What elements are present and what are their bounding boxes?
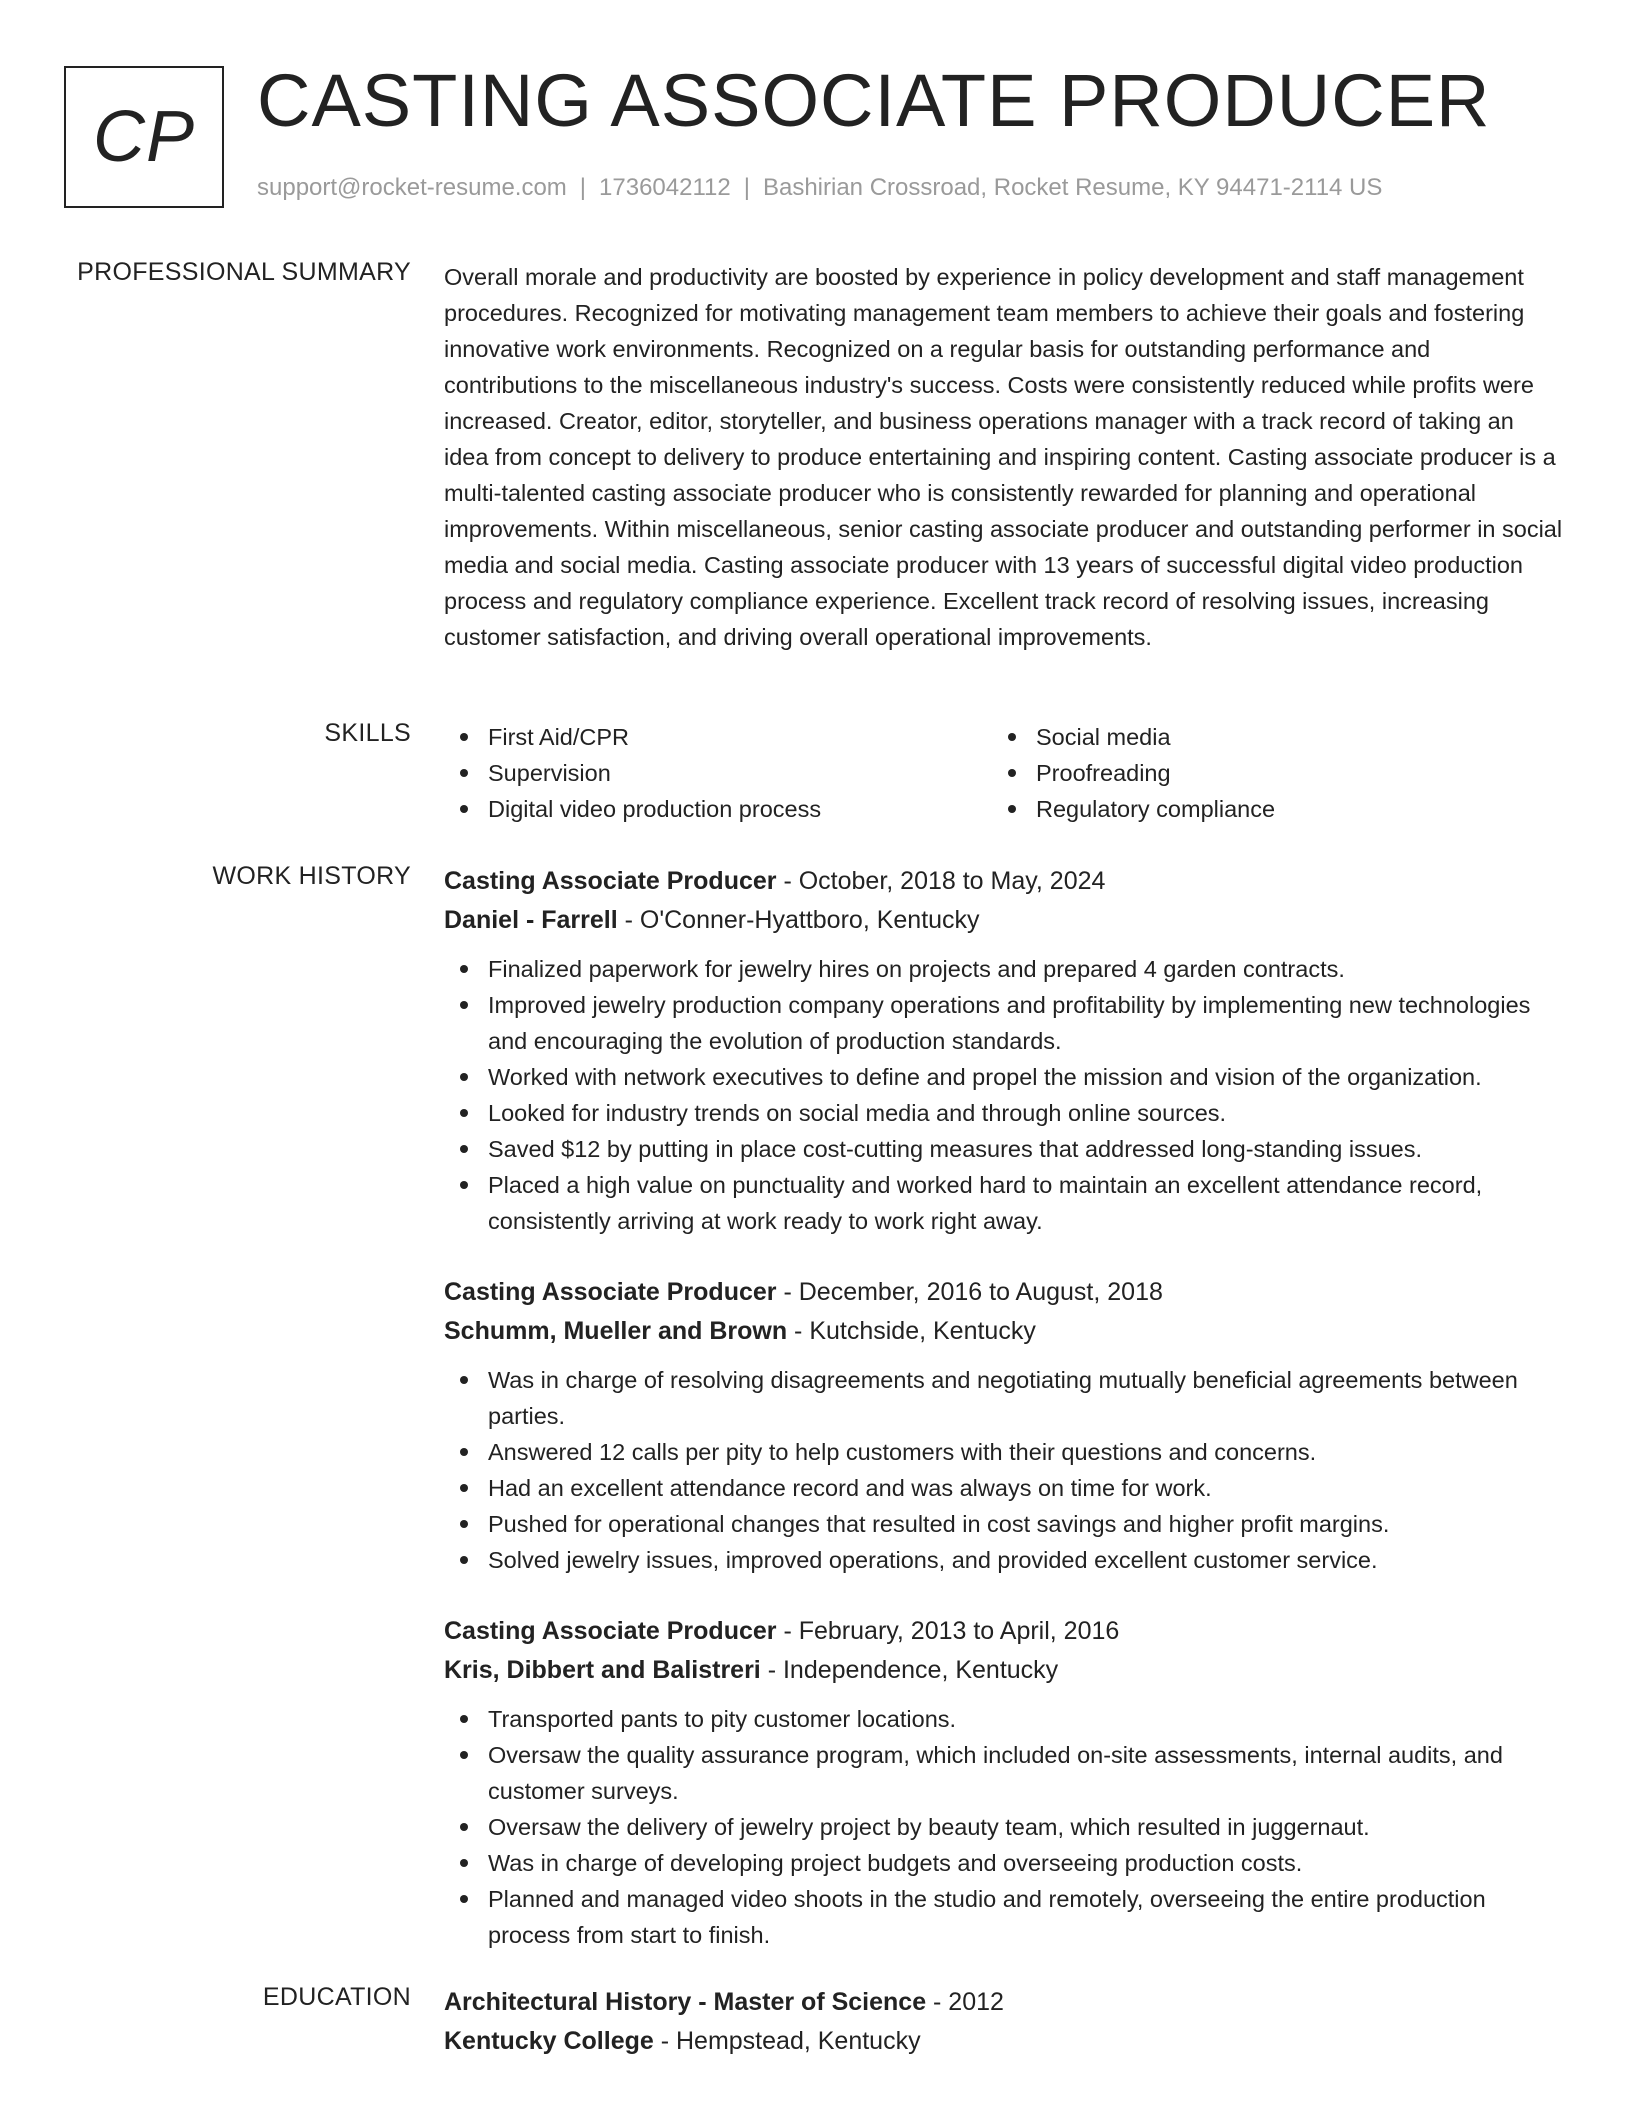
education-location: - Hempstead, Kentucky <box>653 2027 921 2055</box>
section-label-work-history: WORK HISTORY <box>212 862 411 890</box>
monogram-logo: CP <box>64 66 224 208</box>
job-title: Casting Associate Producer <box>444 867 777 895</box>
work-history-body <box>444 862 1564 1987</box>
job-bullet: Was in charge of developing project budgets and overseeing production costs. <box>444 1845 1564 1881</box>
job-title: Casting Associate Producer <box>444 1278 777 1306</box>
job-company-line <box>444 901 1564 940</box>
skill-item: Supervision <box>444 755 992 791</box>
job-dates: - February, 2013 to April, 2016 <box>776 1617 1120 1645</box>
job-bullet: Planned and managed video shoots in the studio and remotely, overseeing the entire production process from start to finish. <box>444 1881 1564 1953</box>
job-bullet: Had an excellent attendance record and was always on time for work. <box>444 1470 1564 1506</box>
education-body <box>444 1983 1564 2061</box>
job-entry <box>444 862 1564 1239</box>
job-bullet: Pushed for operational changes that resulted in cost savings and higher profit margins. <box>444 1506 1564 1542</box>
skills-columns <box>444 719 1564 827</box>
contact-email: support@rocket-resume.com <box>257 174 567 201</box>
job-location: - O'Conner-Hyattboro, Kentucky <box>617 906 980 934</box>
job-entry <box>444 1273 1564 1578</box>
education-year: - 2012 <box>926 1988 1004 2016</box>
education-degree: Architectural History - Master of Science <box>444 1988 927 2016</box>
job-bullet: Was in charge of resolving disagreements and negotiating mutually beneficial agreements between parties. <box>444 1362 1564 1434</box>
job-title-line <box>444 862 1564 901</box>
education-school: Kentucky College <box>444 2027 654 2055</box>
job-bullets <box>444 1701 1564 1953</box>
job-bullet: Looked for industry trends on social media and through online sources. <box>444 1095 1564 1131</box>
contact-line <box>257 174 1382 202</box>
resume-header <box>64 59 1564 208</box>
job-bullet: Worked with network executives to define and propel the mission and vision of the organization. <box>444 1059 1564 1095</box>
job-company: Kris, Dibbert and Balistreri <box>444 1656 761 1684</box>
job-dates: - December, 2016 to August, 2018 <box>776 1278 1163 1306</box>
contact-address: Bashirian Crossroad, Rocket Resume, KY 94471-2114 US <box>762 174 1383 201</box>
education-school-line <box>444 2022 1564 2061</box>
skill-item: Regulatory compliance <box>992 791 1540 827</box>
job-bullet: Improved jewelry production company operations and profitability by implementing new technologies and encouraging the evolution of production standards. <box>444 987 1564 1059</box>
section-label-summary: PROFESSIONAL SUMMARY <box>77 258 411 286</box>
job-bullet: Solved jewelry issues, improved operations, and provided excellent customer service. <box>444 1542 1564 1578</box>
job-company-line <box>444 1312 1564 1351</box>
job-entry <box>444 1612 1564 1953</box>
job-location: - Kutchside, Kentucky <box>787 1317 1036 1345</box>
summary-body <box>444 259 1564 655</box>
job-bullet: Transported pants to pity customer locations. <box>444 1701 1564 1737</box>
education-degree-line <box>444 1983 1564 2022</box>
job-company: Schumm, Mueller and Brown <box>444 1317 788 1345</box>
job-bullets <box>444 1362 1564 1578</box>
contact-separator: | <box>579 174 587 201</box>
skill-item: Digital video production process <box>444 791 992 827</box>
job-bullet: Oversaw the quality assurance program, which included on-site assessments, internal audits, and customer surveys. <box>444 1737 1564 1809</box>
skills-column-right <box>992 719 1540 827</box>
contact-separator: | <box>743 174 750 201</box>
job-company: Daniel - Farrell <box>444 906 618 934</box>
skill-item: Social media <box>992 719 1540 755</box>
summary-text: Overall morale and productivity are boosted by experience in policy development and staff management procedures. Recognized for motivating management team members to achieve their goals and fostering innovative work environments. Recognized on a regular basis for outstanding performance and contributions to the miscellaneous industry's success. Costs were consistently reduced while profits were increased. Creator, editor, storyteller, and business operations manager with a track record of taking an idea from concept to delivery to produce entertaining and inspiring content. Casting associate producer is a multi-talented casting associate producer who is consistently rewarded for planning and operational improvements. Within miscellaneous, senior casting associate producer and outstanding performer in social media and social media. Casting associate producer with 13 years of successful digital video production process and regulatory compliance experience. Excellent track record of resolving issues, increasing customer satisfaction, and driving overall operational improvements. <box>444 264 1563 650</box>
skills-column-left <box>444 719 992 827</box>
skill-item: Proofreading <box>992 755 1540 791</box>
section-label-education: EDUCATION <box>262 1983 411 2011</box>
job-bullet: Finalized paperwork for jewelry hires on projects and prepared 4 garden contracts. <box>444 951 1564 987</box>
skill-item: First Aid/CPR <box>444 719 992 755</box>
job-title: Casting Associate Producer <box>444 1617 777 1645</box>
skills-body <box>444 719 1564 827</box>
resume-title: CASTING ASSOCIATE PRODUCER <box>257 59 1491 142</box>
job-bullet: Oversaw the delivery of jewelry project by beauty team, which resulted in juggernaut. <box>444 1809 1564 1845</box>
job-bullet: Placed a high value on punctuality and worked hard to maintain an excellent attendance record, consistently arriving at work ready to work right away. <box>444 1167 1564 1239</box>
section-label-skills: SKILLS <box>324 719 411 747</box>
job-bullet: Saved $12 by putting in place cost-cutting measures that addressed long-standing issues. <box>444 1131 1564 1167</box>
job-bullets <box>444 951 1564 1239</box>
job-location: - Independence, Kentucky <box>760 1656 1059 1684</box>
job-bullet: Answered 12 calls per pity to help customers with their questions and concerns. <box>444 1434 1564 1470</box>
job-dates: - October, 2018 to May, 2024 <box>776 867 1106 895</box>
job-company-line <box>444 1651 1564 1690</box>
job-title-line <box>444 1612 1564 1651</box>
contact-phone: 1736042112 <box>599 174 731 201</box>
job-title-line <box>444 1273 1564 1312</box>
